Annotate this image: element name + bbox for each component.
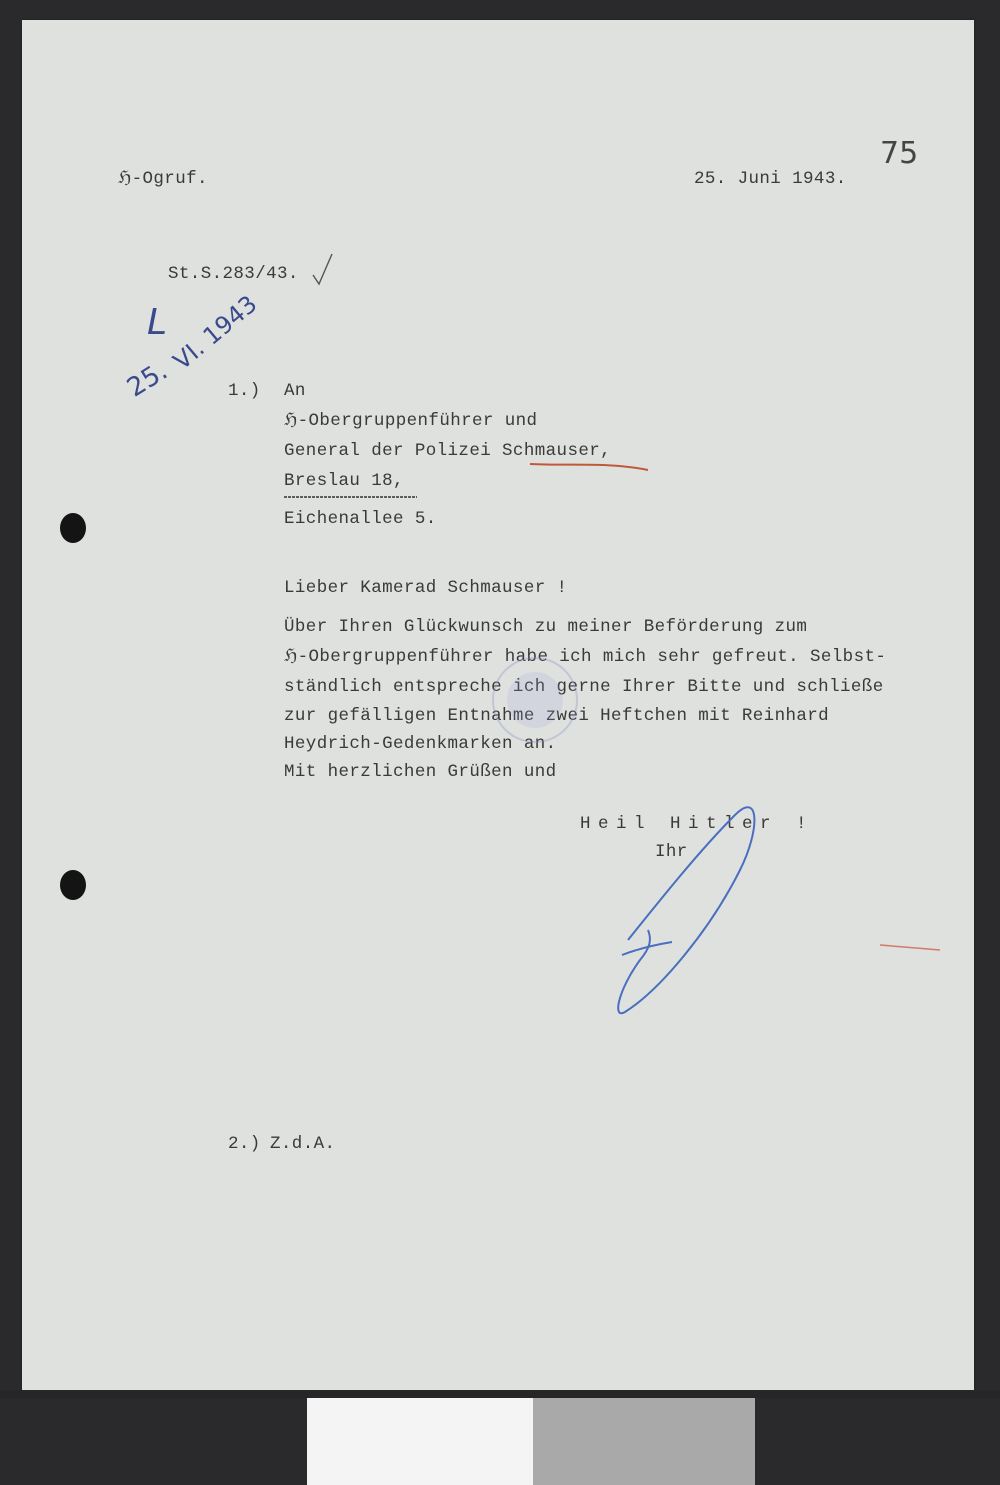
closing-greeting: Heil Hitler ! (580, 814, 815, 834)
salutation: Lieber Kamerad Schmauser ! (284, 578, 568, 598)
item-number-2: 2.) (228, 1134, 261, 1154)
archive-label-white (307, 1398, 533, 1485)
scan-border (0, 1390, 1000, 1398)
document-page (22, 20, 974, 1390)
body-line-3: ständlich entspreche ich gerne Ihrer Bitte und schließe (284, 677, 884, 697)
stamp-month-year: VI. 1943 (168, 289, 263, 376)
address-line-5: Eichenallee 5. (284, 509, 437, 529)
body-line-6: Mit herzlichen Grüßen und (284, 762, 557, 782)
page-number: 75 (880, 136, 919, 171)
address-line-4: Breslau 18, (284, 471, 404, 491)
handwritten-initial: L (147, 302, 168, 343)
letter-date: 25. Juni 1943. (694, 169, 847, 189)
item-number-1: 1.) (228, 381, 261, 401)
body-line-5: Heydrich-Gedenkmarken an. (284, 734, 557, 754)
archive-label-gray (533, 1398, 755, 1485)
body-line-4: zur gefälligen Entnahme zwei Heftchen mit Reinhard (284, 706, 830, 726)
sender-abbreviation: ℌ-Ogruf. (118, 169, 208, 189)
filing-note: Z.d.A. (270, 1134, 336, 1154)
reference-number: St.S.283/43. (168, 264, 299, 284)
punch-hole-lower (60, 870, 86, 900)
closing-short: Ihr (655, 842, 688, 862)
address-line-2: ℌ-Obergruppenführer und (284, 411, 538, 431)
address-line-3: General der Polizei Schmauser, (284, 441, 612, 461)
scan-border-right (755, 1398, 1000, 1485)
body-line-2: ℌ-Obergruppenführer habe ich mich sehr gefreut. Selbst- (284, 647, 887, 667)
body-line-1: Über Ihren Glückwunsch zu meiner Beförderung zum (284, 617, 808, 637)
punch-hole-upper (60, 513, 86, 543)
stamp-day: 25. (122, 356, 173, 404)
address-line-1: An (284, 381, 306, 401)
